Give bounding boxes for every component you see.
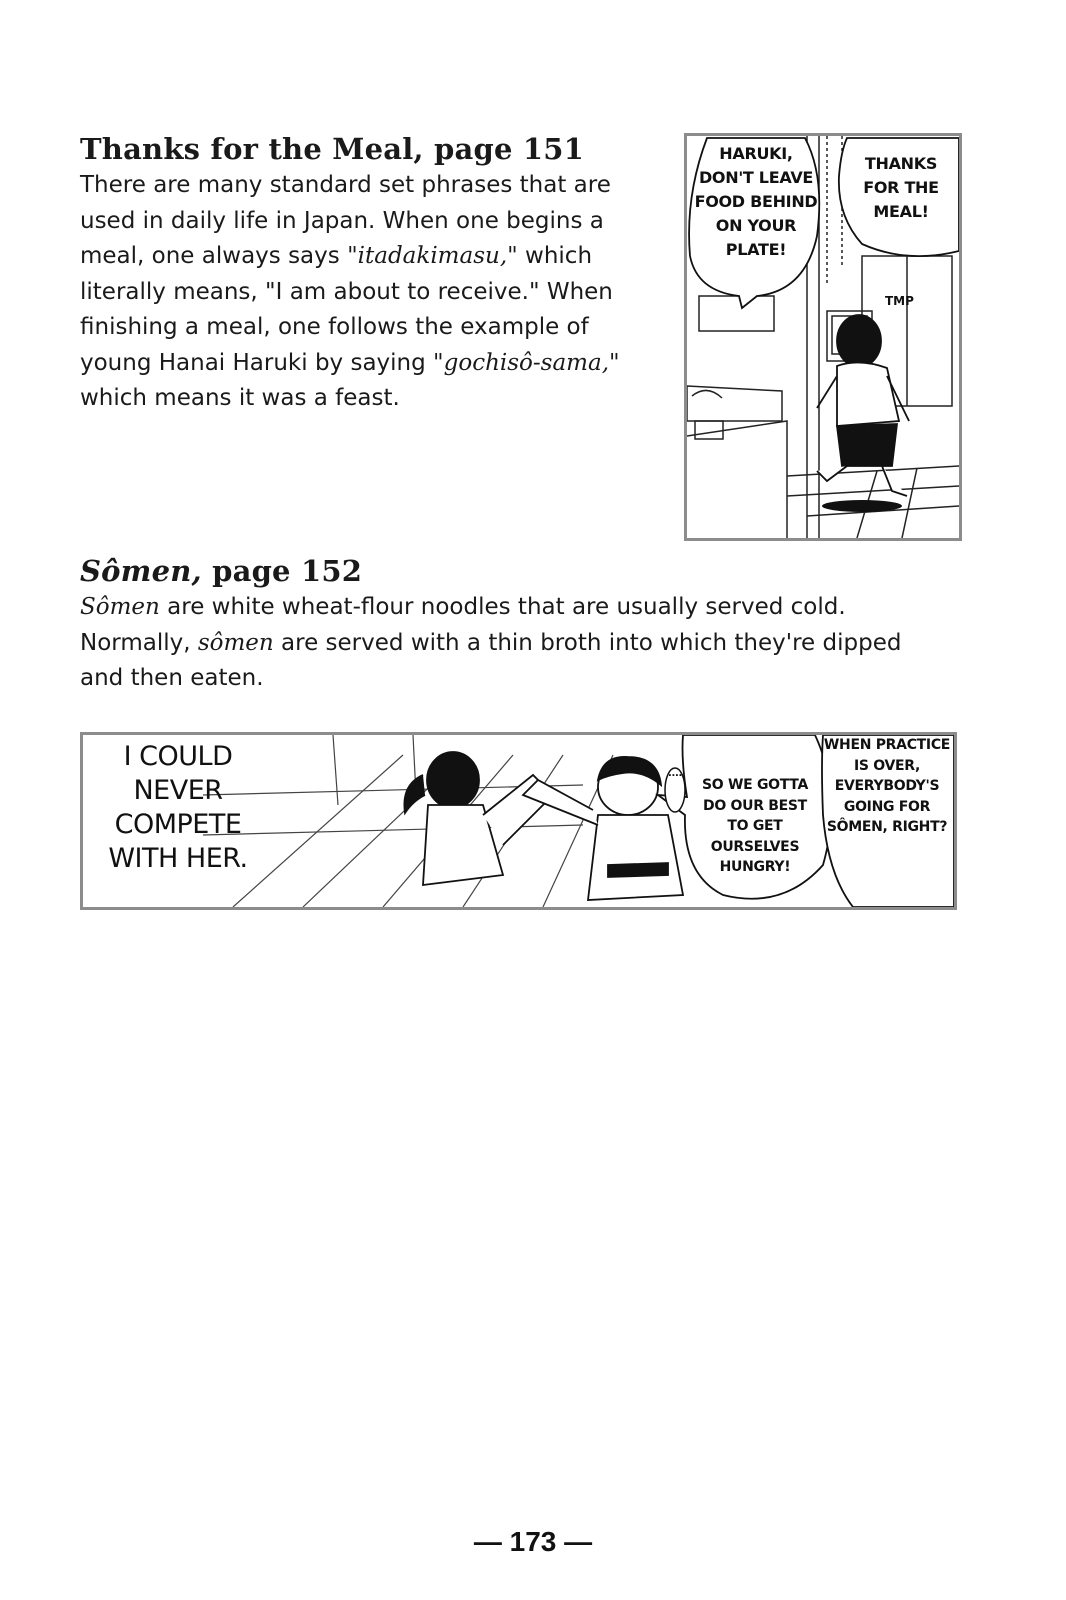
heading-page-ref: page 152 (201, 554, 363, 588)
sound-effect-tmp: TMP (885, 294, 914, 308)
text-run: which means it was a feast. (80, 385, 400, 411)
section-heading-somen (80, 554, 362, 588)
text-run: are white wheat-flour noodles that are usually served cold. Normally, (80, 594, 846, 656)
term-gochiso-sama: "gochisô-sama," (433, 349, 620, 376)
text-run: which literally means, "I am about to receive." When finishing a meal, one follows the example of young Hanai Haruki by saying (80, 243, 613, 376)
section-heading-thanks-for-the-meal: Thanks for the Meal, page 151 (80, 132, 585, 166)
paragraph-thanks-for-the-meal (80, 168, 645, 417)
speech-bubble-get-hungry: SO WE GOTTA DO OUR BEST TO GET OURSELVES HUNGRY! (702, 777, 808, 875)
manga-panel-dinner (684, 133, 962, 541)
thought-ellipsis: .... (668, 768, 682, 779)
speech-bubble-dont-leave-food: HARUKI, DON'T LEAVE FOOD BEHIND ON YOUR PLATE! (694, 144, 818, 259)
manga-panel-dojo (80, 732, 957, 910)
text-run: There are many standard set phrases that are used in daily life in Japan. When one begins a meal, one always says (80, 172, 611, 269)
heading-term-somen: Sômen, (80, 554, 202, 588)
term-somen: sômen (197, 629, 274, 656)
narration-caption: I COULD NEVER COMPETE WITH HER. (108, 741, 248, 874)
term-somen: Sômen (80, 594, 160, 620)
text-run: are served with a thin broth into which they're dipped and then eaten. (80, 629, 902, 691)
speech-bubble-going-for-somen: WHEN PRACTICE IS OVER, EVERYBODY'S GOING FOR SÔMEN, RIGHT? (823, 737, 951, 835)
paragraph-somen (80, 590, 940, 697)
term-itadakimasu: "itadakimasu," (347, 243, 518, 269)
speech-bubble-thanks-for-the-meal: THANKS FOR THE MEAL! (863, 154, 939, 221)
page-number: — 173 — (473, 1526, 593, 1557)
